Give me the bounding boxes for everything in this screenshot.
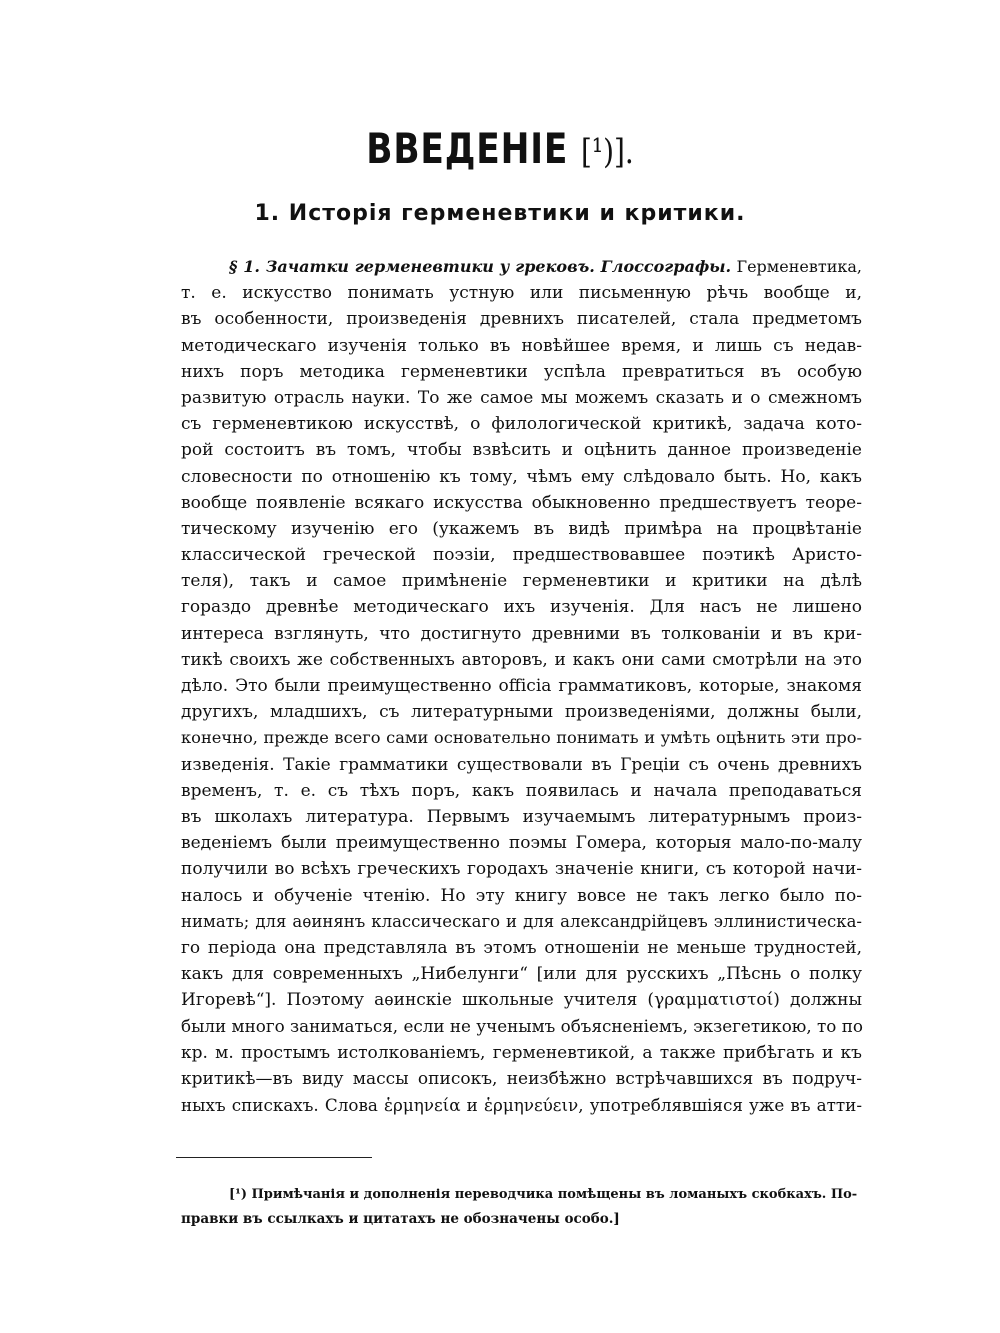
text-line: теля), такъ и самое примѣненіе герменевтики и критики на дѣлѣ [181,571,862,592]
footnote-line: правки въ ссылкахъ и цитатахъ не обозначены особо.] [181,1211,620,1227]
footnote-line: [¹) Примѣчанія и дополненія переводчика помѣщены въ ломаныхъ скобкахъ. По- [229,1187,858,1202]
text-line: Игоревѣ“]. Поэтому аѳинскіе школьные учителя (γραμματιστοί) должны [181,990,862,1011]
text-line: вообще появленіе всякаго искусства обыкновенно предшествуетъ теоре- [181,492,862,513]
text-line: съ герменевтикою искусствѣ, о филологической критикѣ, задача кото- [181,414,862,435]
page-title [90,124,910,173]
footnote-divider [176,1157,372,1158]
text-line: въ особенности, произведенія древнихъ писателей, стала предметомъ [181,309,862,330]
text-line: были много заниматься, если не ученымъ объясненіемъ, экзегетикою, то по [181,1016,863,1037]
footnote [181,1183,862,1231]
text-line: развитую отрасль науки. То же самое мы можемъ сказать и о смежномъ [181,387,862,408]
text-line: § 1. Зачатки герменевтики у грековъ. Глоссографы. Герменевтика, [229,257,862,276]
text-line: тикѣ своихъ же собственныхъ авторовъ, и какъ они сами смотрѣли на это [181,649,862,670]
text-line: веденіемъ были преимущественно поэмы Гомера, которыя мало-по-малу [181,833,862,854]
text-line: получили во всѣхъ греческихъ городахъ значеніе книги, съ которой начи- [181,859,862,880]
text-line: интереса взглянуть, что достигнуто древними въ толкованіи и въ кри- [181,623,862,644]
text-line: ныхъ спискахъ. Слова ἑρμηνεία и ἑρμηνεύειν, употреблявшіяся уже въ атти- [181,1095,862,1115]
text-line: тическому изученію его (укажемъ въ видѣ примѣра на процвѣтаніе [181,518,862,539]
text-line: налось и обученіе чтенію. Но эту книгу вовсе не такъ легко было по- [181,885,862,906]
section-heading: 1. Исторія герменевтики и критики. [254,201,746,226]
text-line: временъ, т. е. съ тѣхъ поръ, какъ появилась и начала преподаваться [181,780,862,801]
text-line: рой состоитъ въ томъ, чтобы взвѣсить и оцѣнить данное произведеніе [181,440,862,461]
text-line: гораздо древнѣе методическаго ихъ изученія. Для насъ не лишено [181,597,862,618]
paragraph-lead: § 1. Зачатки герменевтики у грековъ. Глоссографы. [229,257,732,276]
text-line: изведенія. Такіе грамматики существовали въ Греціи съ очень древнихъ [181,754,862,775]
text-line: конечно, прежде всего сами основательно понимать и умѣть оцѣнить эти про- [181,728,862,748]
text-line: го періода она представляла въ этомъ отношеніи не меньше трудностей, [181,937,862,958]
text-line: классической греческой поэзіи, предшествовавшее поэтикѣ Аристо- [181,545,862,566]
text-line: дѣло. Это были преимущественно officia грамматиковъ, которые, знакомя [181,676,862,696]
body-paragraph [181,254,862,1118]
text-line: какъ для современныхъ „Нибелунги“ [или для русскихъ „Пѣснь о полку [181,964,862,985]
title-footnote-marker: [¹)]. [581,132,634,172]
text-line: т. е. искусство понимать устную или письменную рѣчь вообще и, [181,283,862,304]
text-line: словесности по отношенію къ тому, чѣмъ ему слѣдовало быть. Но, какъ [181,466,862,487]
text-line: нихъ поръ методика герменевтики успѣла превратиться въ особую [181,361,862,382]
title-text: ВВЕДЕНІЕ [366,124,569,173]
text-line: методическаго изученія только въ новѣйшее время, и лишь съ недав- [181,335,862,356]
text-line: кр. м. простымъ истолкованіемъ, герменевтикой, а также прибѣгать и къ [181,1042,862,1063]
text-line: критикѣ—въ виду массы описокъ, неизбѣжно встрѣчавшихся въ подруч- [181,1068,862,1089]
text-line: въ школахъ литература. Первымъ изучаемымъ литературнымъ произ- [181,806,862,827]
text-line: другихъ, младшихъ, съ литературными произведеніями, должны были, [181,702,862,723]
text-line: нимать; для аѳинянъ классическаго и для александрійцевъ эллинистическа- [181,911,862,931]
